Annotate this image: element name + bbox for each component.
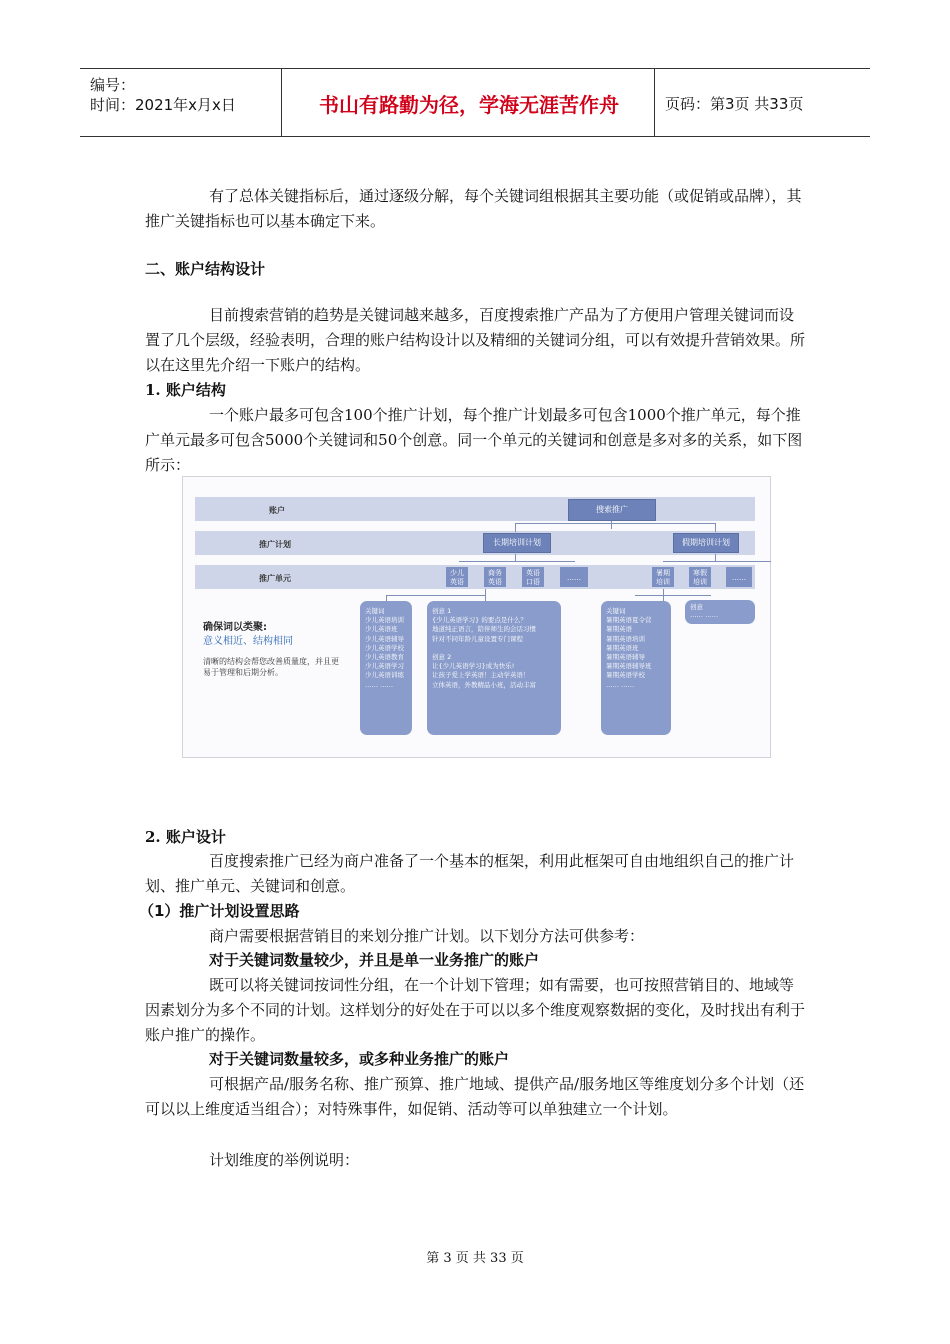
paragraph: 既可以将关键词按词性分组，在一个计划下管理；如有需要，也可按照营销目的、地域等因素划分为多个不同的计划。这样划分的好处在于可以以多个维度观察数据的变化，及时找出有利于账户推广的操作。 bbox=[145, 976, 806, 1044]
creative-panel-small: 创意 …… …… bbox=[685, 600, 755, 624]
unit-node: …… bbox=[559, 566, 589, 588]
unit-node: 少儿 英语 bbox=[445, 566, 469, 588]
connector bbox=[663, 561, 771, 562]
connector bbox=[386, 595, 486, 596]
connector bbox=[715, 523, 716, 532]
time-label: 时间：2021年x月x日 bbox=[90, 96, 236, 114]
unit-node: 商务 英语 bbox=[483, 566, 507, 588]
paragraph: 目前搜索营销的趋势是关键词越来越多，百度搜索推广产品为了方便用户管理关键词而设置了几个层级，经验表明，合理的账户结构设计以及精细的关键词分组，可以有效提升营销效果。所以在这里先介绍一下账户的结构。 bbox=[145, 306, 806, 374]
row-label-account: 账户 bbox=[269, 506, 285, 515]
unit-node: …… bbox=[725, 566, 753, 588]
account-structure-diagram bbox=[182, 476, 771, 758]
header-left bbox=[90, 75, 236, 115]
root-node: 搜索推广 bbox=[568, 499, 656, 521]
connector bbox=[515, 523, 516, 532]
header-motto: 书山有路勤为径，学海无涯苦作舟 bbox=[319, 93, 619, 117]
connector bbox=[485, 589, 486, 601]
page-footer: 第 3 页 共 33 页 bbox=[426, 1251, 524, 1266]
header-page-info: 页码：第3页 共33页 bbox=[665, 95, 804, 113]
keyword-panel: 关键词 少儿英语培训 少儿英语班 少儿英语辅导 少儿英语学校 少儿英语教育 少儿英语学习 少儿英语训练 …… …… bbox=[360, 601, 412, 735]
connector bbox=[515, 523, 715, 524]
connector bbox=[663, 589, 664, 601]
paragraph: 计划维度的举例说明： bbox=[209, 1151, 360, 1169]
plan-node: 长期培训计划 bbox=[483, 533, 551, 553]
row-label-plan: 推广计划 bbox=[259, 540, 291, 549]
keyword-panel: 关键词 暑期英语夏令营 暑期英语 暑期英语培训 暑期英语班 暑期英语辅导 暑期英语辅导班 暑期英语学校 …… …… bbox=[601, 601, 671, 735]
subsection-title: （1）推广计划设置思路 bbox=[139, 902, 300, 920]
bold-heading: 对于关键词数量较多，或多种业务推广的账户 bbox=[209, 1050, 510, 1068]
serial-label: 编号： bbox=[90, 76, 136, 94]
unit-node: 暑期 培训 bbox=[651, 566, 675, 588]
unit-node: 寒假 培训 bbox=[688, 566, 712, 588]
paragraph: 一个账户最多可包含100个推广计划，每个推广计划最多可包含1000个推广单元，每个推广单元最多可包含5000个关键词和50个创意。同一个单元的关键词和创意是多对多的关系，如下图所示： bbox=[145, 406, 803, 474]
paragraph: 可根据产品/服务名称、推广预算、推广地域、提供产品/服务地区等维度划分多个计划（还可以以上维度适当组合）；对特殊事件，如促销、活动等可以单独建立一个计划。 bbox=[145, 1075, 805, 1118]
unit-node: 英语 口语 bbox=[521, 566, 545, 588]
row-label-unit: 推广单元 bbox=[259, 574, 291, 583]
paragraph: 商户需要根据营销目的来划分推广计划。以下划分方法可供参考： bbox=[209, 927, 645, 945]
subsection-title: 1. 账户结构 bbox=[145, 381, 226, 399]
page-header bbox=[80, 68, 870, 137]
paragraph: 百度搜索推广已经为商户准备了一个基本的框架，利用此框架可自由地组织自己的推广计划、推广单元、关键词和创意。 bbox=[145, 852, 795, 895]
caption-subtitle: 意义相近、结构相同 bbox=[203, 636, 293, 647]
subsection-title: 2. 账户设计 bbox=[145, 828, 226, 846]
caption-title: 确保词以类聚: bbox=[203, 622, 267, 633]
section-title: 二、账户结构设计 bbox=[145, 260, 266, 278]
bold-heading: 对于关键词数量较少，并且是单一业务推广的账户 bbox=[209, 951, 540, 969]
connector bbox=[459, 561, 575, 562]
creative-panel: 创意 1 {少儿英语学习} 的要点是什么？ 地道纯正语言，陪伴师生的会话习惯 针对不同年龄儿童设置专门课程 创意 2 让{少儿英语学习}成为快乐! 让孩子爱上学英语！主动学英语！ 立体英语，外教精品小班，活动丰富 bbox=[427, 601, 561, 735]
header-divider bbox=[281, 69, 282, 136]
plan-node: 假期培训计划 bbox=[673, 533, 739, 553]
header-divider bbox=[654, 69, 655, 136]
paragraph: 有了总体关键指标后，通过逐级分解，每个关键词组根据其主要功能（或促销或品牌），其推广关键指标也可以基本确定下来。 bbox=[145, 187, 802, 230]
caption-note: 清晰的结构会帮您改善质量度，并且更易于管理和后期分析。 bbox=[203, 657, 339, 677]
connector bbox=[635, 595, 711, 596]
